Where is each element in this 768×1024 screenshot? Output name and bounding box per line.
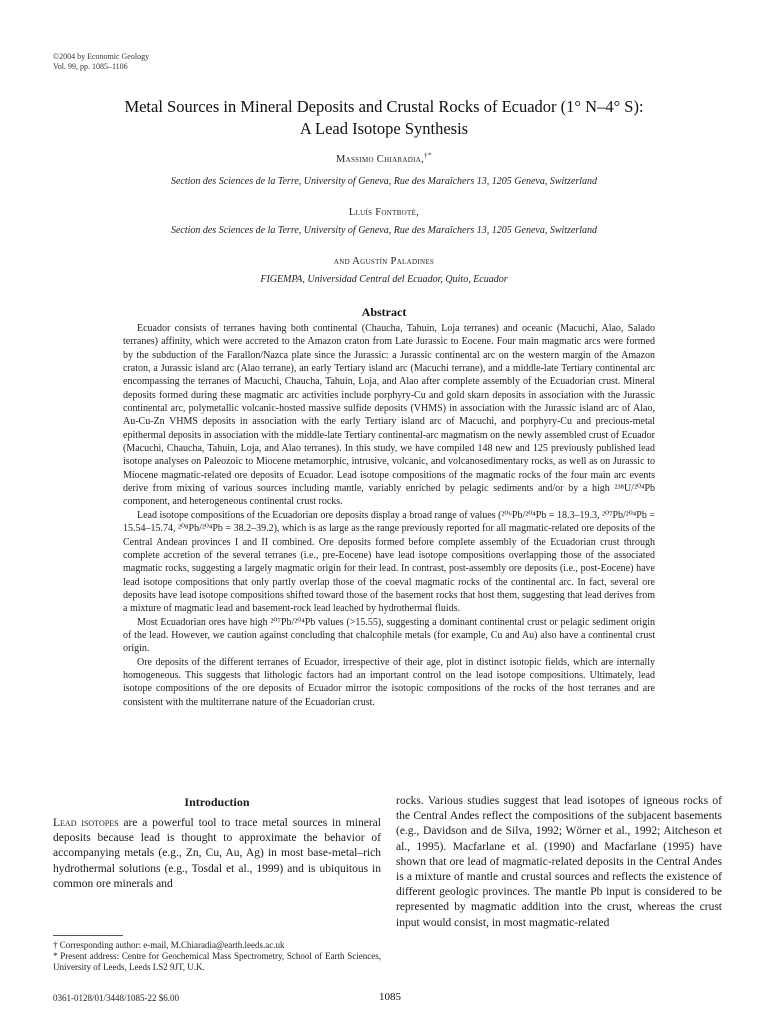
affiliation-3: FIGEMPA, Universidad Central del Ecuador, Quito, Ecuador: [260, 274, 508, 285]
abstract-paragraph: Lead isotope compositions of the Ecuadorian ore deposits display a broad range of values (²⁰⁶Pb/²⁰⁴Pb = 18.3–19.3, ²⁰⁷Pb/²⁰⁴Pb = 15.54–15.74, ²⁰⁸Pb/²⁰⁴Pb = 38.2–39.2), which is as large as the range previously reported for all magmatic-related ore deposits of the Central Andean provinces I and II combined. Ore deposits formed before complete assembly of the Ecuadorian crust through complete accretion of the several terranes (i.e., pre-Eocene) have lead isotope compositions overlapping those of the associated magmatic rocks, suggesting a largely magmatic origin for their lead. In contrast, post-assembly ore deposits (i.e., post-Eocene) have lead isotope compositions that only partly overlap those of the coeval magmatic rocks of the continental arc. In fact, several ore deposits have lead isotope compositions shifted toward those of the basement rocks that host them, suggesting that lead derives from a mixture of magmatic lead and basement-rock lead leached by hydrothermal fluids.: [123, 509, 655, 615]
copyright-line: ©2004 by Economic Geology: [53, 52, 150, 61]
abstract-paragraph: Ore deposits of the different terranes of Ecuador, irrespective of their age, plot in distinct isotopic fields, which are internally homogeneous. This suggests that lithologic factors had an important control on the lead isotope compositions. Ultimately, lead isotope compositions of the ore deposits of Ecuador mirror the isotopic compositions of the rocks of the host terranes and are consistent with the multiterrane nature of the Ecuadorian crust.: [123, 656, 655, 708]
abstract-paragraph: Ecuador consists of terranes having both continental (Chaucha, Tahuin, Loja terranes) and oceanic (Macuchi, Alao, Salado terranes) affinity, which were accreted to the Amazon craton from Late Jurassic to Eocene. Four main magmatic arcs were formed by the subduction of the Farallon/Nazca plate since the Jurassic: a Jurassic continental arc on the western margin of the Amazon craton, a Jurassic island arc (Alao terrane), an early Tertiary island arc (Macuchi terrane), and a middle-late Tertiary continental arc encompassing the terranes of Macuchi, Chaucha, Tahuin, Loja, and Alao after complete assembly of the Ecuadorian crust. Mineral deposits formed during these magmatic arc activities include porphyry-Cu and gold skarn deposits in association with the Jurassic continental arc, polymetallic volcanic-hosted massive sulfide deposits (VHMS) in association with the Jurassic island arc of Alao, Au-Cu-Zn VHMS deposits in association with the early Tertiary island arc of Macuchi, and porphyry-Cu and precious-metal epithermal deposits in association with the middle-late Tertiary continental-arc magmatism on the newly assembled crust of Ecuador (Macuchi, Chaucha, Tahuin, Loja, and Alao terranes). In this study, we have compiled 148 new and 125 previously published lead isotope analyses on Paleozoic to Miocene metamorphic, intrusive, volcanic, and volcanosedimentary rocks, as well as on Jurassic to Miocene magmatic-related ore deposits of Ecuador. Lead isotope compositions of the magmatic rocks of the four main arc events derive from mixing of various sources including mantle, variably enriched by pelagic sediments and/or by a high ²³⁸U/²⁰⁴Pb component, and heterogeneous continental crust rocks.: [123, 323, 655, 508]
author-name: Lluís Fontboté,: [348, 207, 420, 218]
author-1: [60, 150, 708, 165]
left-column: [53, 794, 381, 892]
volume-line: Vol. 99, pp. 1085–1106: [53, 62, 128, 71]
author-2: [60, 207, 708, 218]
author-name: and Agustín Paladines: [333, 256, 435, 267]
abstract-paragraph: Most Ecuadorian ores have high ²⁰⁷Pb/²⁰⁴Pb values (>15.55), suggesting a dominant continental crust or pelagic sediment origin of the lead. However, we caution against concluding that chalcophile metals (for example, Cu and Au) also have a continental crust origin.: [123, 616, 655, 655]
author-name: Massimo Chiaradia,: [335, 154, 425, 165]
footnote-present-address: * Present address: Centre for Geochemical Mass Spectrometry, School of Earth Sciences, University of Leeds, Leeds LS2 9JT, U.K.: [53, 951, 381, 972]
introduction-continued: rocks. Various studies suggest that lead isotopes of igneous rocks of the Central Andes reflect the compositions of the subjacent basements (e.g., Davidson and de Silva, 1992; Wörner et al., 1992; Aitcheson et al., 1995). Macfarlane et al. (1990) and Macfarlane (1995) have shown that ore lead of magmatic-related deposits in the Central Andes is a mixture of mantle and crustal sources and reflects the existence of different geologic provinces. The mantle Pb input is considered to be represented by magmatic addition into the crust, whereas the crust input would consist, in most magmatic-related: [396, 795, 722, 929]
journal-header: [53, 52, 149, 72]
abstract-body: [123, 322, 655, 709]
introduction-heading: Introduction: [184, 795, 250, 809]
author-3: [60, 256, 708, 267]
affiliation-2: Section des Sciences de la Terre, University of Geneva, Rue des Maraîchers 13, 1205 Geneva, Switzerland: [170, 225, 598, 236]
author-mark: †*: [424, 150, 432, 160]
paper-title: [60, 96, 708, 140]
affiliation-1: Section des Sciences de la Terre, University of Geneva, Rue des Maraîchers 13, 1205 Geneva, Switzerland: [170, 176, 598, 187]
right-column: [396, 794, 722, 931]
footnote-divider: [53, 935, 123, 936]
page-number: 1085: [379, 991, 401, 1003]
footnotes: [53, 940, 381, 973]
abstract-heading: Abstract: [361, 305, 407, 319]
introduction-text: are a powerful tool to trace metal sources in mineral deposits because lead is thought to approximate the behavior of accompanying metals (e.g., Zn, Cu, Au, Ag) in most base-metal–rich hydrothermal solutions (e.g., Tosdal et al., 1999) and is ubiquitous in common ore minerals and: [53, 817, 381, 890]
lead-in-caps: Lead isotopes: [53, 817, 119, 829]
title-line-2: A Lead Isotope Synthesis: [299, 119, 469, 138]
issn-code: 0361-0128/01/3448/1085-22 $6.00: [53, 993, 179, 1003]
footnote-corresponding: † Corresponding author: e-mail, M.Chiaradia@earth.leeds.ac.uk: [53, 940, 285, 950]
title-line-1: Metal Sources in Mineral Deposits and Crustal Rocks of Ecuador (1° N–4° S):: [124, 97, 644, 116]
introduction-paragraph: [53, 816, 381, 892]
